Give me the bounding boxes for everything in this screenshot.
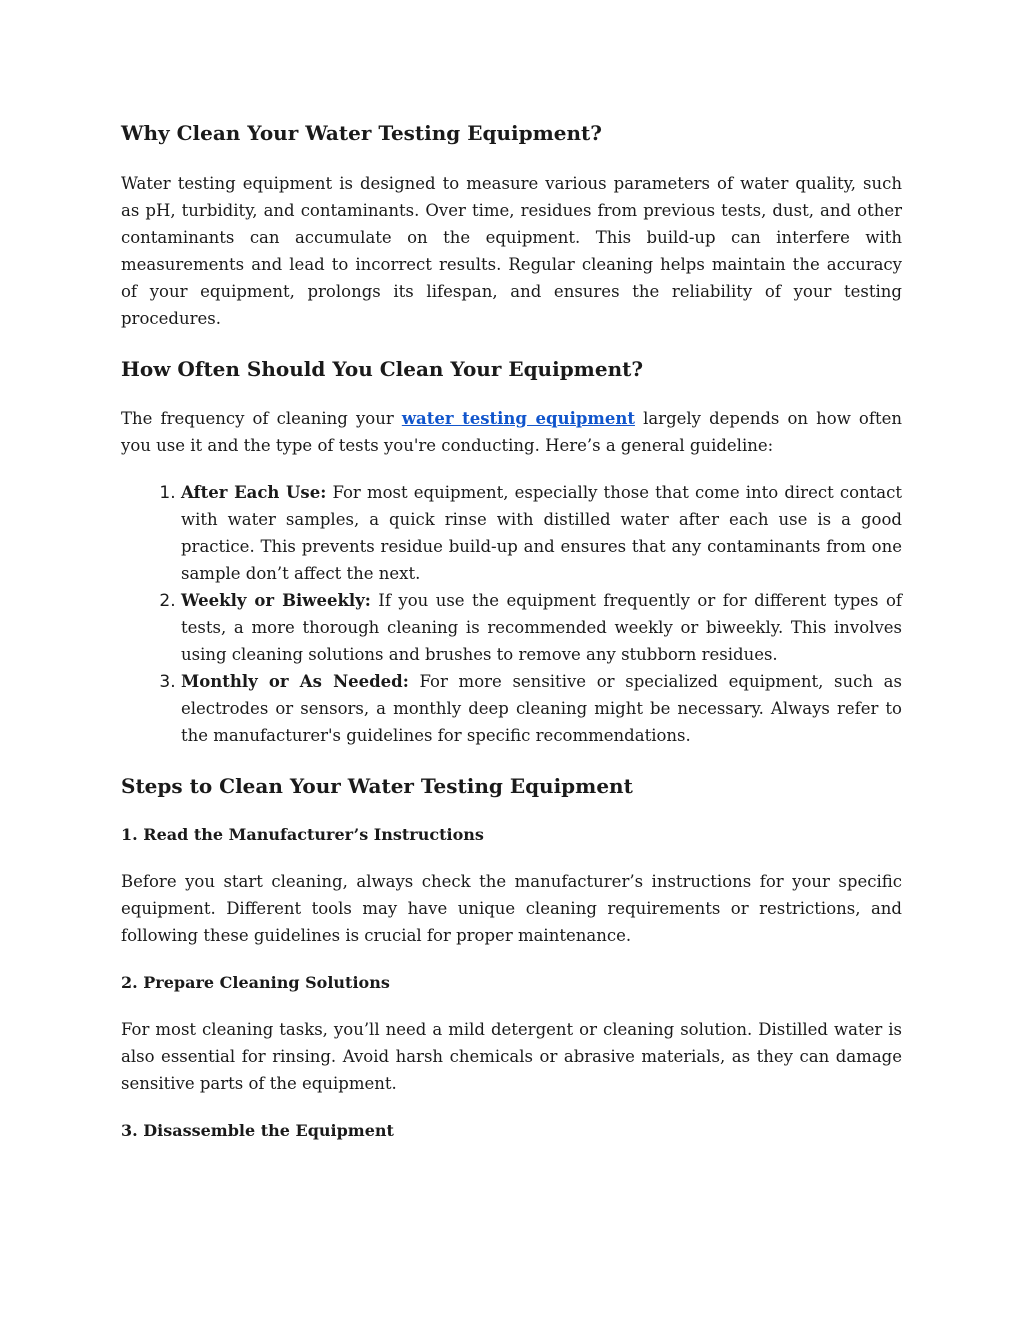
- section-heading-how-often: How Often Should You Clean Your Equipment?: [121, 357, 644, 381]
- water-testing-equipment-link[interactable]: water testing equipment: [401, 409, 635, 428]
- list-item-text: For most equipment, especially those that come into direct contact with water samples, a quick rinse with distilled water after each use is a good practice. This prevents residue build-up and ensures that any contaminants from one sample don’t affect the next.: [181, 483, 902, 583]
- list-item-text: For more sensitive or specialized equipment, such as electrodes or sensors, a monthly deep cleaning might be necessary. Always refer to the manufacturer's guidelines for specific recommendations.: [181, 672, 902, 745]
- list-item-text: If you use the equipment frequently or for different types of tests, a more thorough cleaning is recommended weekly or biweekly. This involves using cleaning solutions and brushes to remove any stubborn residues.: [181, 591, 902, 664]
- intro-text-after-link: largely depends on how often you use it and the type of tests you're conducting. Here’s a general guideline:: [121, 409, 902, 455]
- list-item-label: Monthly or As Needed:: [181, 672, 409, 691]
- step-paragraph-read-instructions: Before you start cleaning, always check the manufacturer’s instructions for your specific equipment. Different tools may have unique cleaning requirements or restrictions, and following these guidelines is crucial for proper maintenance.: [121, 872, 902, 945]
- section-paragraph-why-clean: Water testing equipment is designed to measure various parameters of water quality, such as pH, turbidity, and contaminants. Over time, residues from previous tests, dust, and other contaminants can accumulate on the equipment. This build-up can interfere with measurements and lead to incorrect results. Regular cleaning helps maintain the accuracy of your equipment, prolongs its lifespan, and ensures the reliability of your testing procedures.: [121, 174, 902, 328]
- list-item-weekly-biweekly: [181, 587, 902, 668]
- document-page: [121, 118, 902, 1144]
- section-heading-why-clean: Why Clean Your Water Testing Equipment?: [121, 121, 602, 145]
- list-item-after-each-use: [181, 479, 902, 587]
- intro-text-before-link: The frequency of cleaning your: [121, 409, 402, 428]
- section-heading-steps: Steps to Clean Your Water Testing Equipment: [121, 774, 633, 798]
- section-paragraph-how-often: [121, 405, 902, 459]
- step-heading-read-instructions: 1. Read the Manufacturer’s Instructions: [121, 825, 484, 844]
- step-heading-prepare-solutions: 2. Prepare Cleaning Solutions: [121, 973, 390, 992]
- cleaning-frequency-list: [121, 479, 902, 749]
- step-paragraph-prepare-solutions: For most cleaning tasks, you’ll need a mild detergent or cleaning solution. Distilled water is also essential for rinsing. Avoid harsh chemicals or abrasive materials, as they can damage sensitive parts of the equipment.: [121, 1020, 902, 1093]
- step-heading-disassemble: 3. Disassemble the Equipment: [121, 1121, 394, 1140]
- list-item-label: Weekly or Biweekly:: [181, 591, 371, 610]
- list-item-label: After Each Use:: [181, 483, 327, 502]
- list-item-monthly: [181, 668, 902, 749]
